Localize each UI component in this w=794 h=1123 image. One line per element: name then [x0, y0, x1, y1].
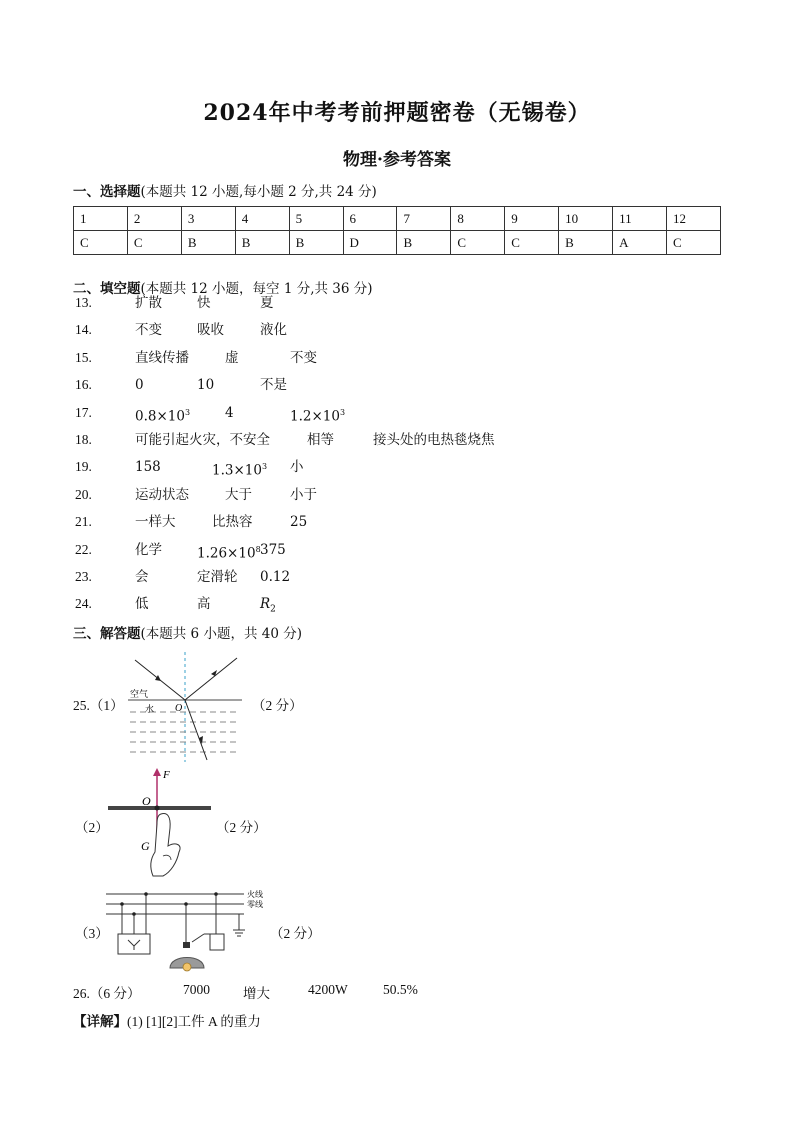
fill-answer — [135, 512, 176, 532]
fill-answer-text: 不变 — [135, 322, 162, 339]
fill-answer-text: 10 — [197, 377, 215, 394]
q26-answer-3: 4200W — [308, 982, 348, 997]
page-subtitle: 物理·参考答案 — [343, 150, 451, 170]
table-header-cell: 4 — [235, 207, 289, 231]
force-f-arrow — [153, 768, 161, 776]
fill-answer — [260, 567, 290, 587]
detail-tag: 【详解】 — [73, 1014, 127, 1029]
fill-answer — [135, 540, 162, 560]
fill-answer — [307, 430, 334, 450]
water-label: 水 — [145, 705, 155, 715]
fill-answer-text: 可能引起火灾，不安全 — [135, 432, 270, 448]
fill-answer — [212, 512, 253, 532]
lamp-socket — [183, 942, 190, 948]
table-header-cell: 3 — [181, 207, 235, 231]
live-wire-label: 火线 — [247, 890, 263, 899]
fill-answer-text: 低 — [135, 596, 149, 613]
pivot-point — [155, 806, 160, 811]
fill-answer — [290, 457, 304, 477]
switch-box — [210, 934, 224, 950]
table-answer-cell: C — [505, 231, 559, 255]
fill-answer — [290, 403, 345, 427]
fill-answer — [135, 403, 190, 427]
table-answer-cell: C — [74, 231, 128, 255]
fill-answer-text: 接头处的电热毯烧焦 — [373, 432, 495, 448]
pivot-o-label: O — [142, 794, 151, 808]
fill-answer-text: 0.8×10 — [135, 408, 185, 425]
q26-answer-4: 50.5% — [383, 982, 418, 997]
table-answer-cell: D — [343, 231, 397, 255]
fill-row-number: 21. — [75, 514, 92, 530]
light-bulb-icon — [183, 963, 191, 971]
fill-answer — [290, 485, 317, 505]
fill-answer — [135, 567, 149, 587]
fill-row-number: 20. — [75, 486, 92, 502]
table-answer-cell: B — [559, 231, 613, 255]
air-label: 空气 — [130, 690, 149, 700]
fill-answer — [197, 293, 211, 313]
fill-answer — [373, 430, 495, 450]
fill-answer — [135, 293, 162, 313]
fill-answer-text: 相等 — [307, 432, 334, 448]
table-header-cell: 2 — [127, 207, 181, 231]
fill-row-number: 17. — [75, 404, 92, 420]
refracted-ray — [185, 700, 207, 760]
superscript: 3 — [339, 407, 346, 417]
fill-answer — [290, 512, 307, 532]
table-answer-cell: B — [397, 231, 451, 255]
socket-box — [118, 934, 150, 954]
fill-answer-text: 扩散 — [135, 295, 162, 311]
table-answer-cell: B — [289, 231, 343, 255]
fill-answer-text: 快 — [197, 295, 211, 311]
fill-row-number: 19. — [75, 459, 92, 475]
fill-answer — [135, 485, 189, 505]
q25-part1-score: （2 分） — [252, 698, 303, 713]
fill-row-number: 24. — [75, 596, 92, 612]
table-header-cell: 11 — [613, 207, 667, 231]
table-answer-cell: C — [127, 231, 181, 255]
subscript: 2 — [270, 605, 276, 616]
table-answer-cell: C — [451, 231, 505, 255]
fill-answer-text: 定滑轮 — [197, 569, 238, 585]
table-answer-cell: B — [181, 231, 235, 255]
fill-answer-text: 1.2×10 — [290, 408, 340, 425]
fill-row-number: 18. — [75, 432, 92, 447]
fill-answer-text: 吸收 — [197, 322, 224, 339]
fill-answer-text: 0 — [135, 377, 144, 394]
fill-row-number: 22. — [75, 541, 92, 557]
fill-answer — [260, 320, 287, 340]
fill-answer — [260, 293, 274, 313]
fill-answer-text: 高 — [197, 596, 211, 613]
fill-row-number: 16. — [75, 377, 92, 393]
fill-row-number: 23. — [75, 569, 92, 584]
fill-answer — [197, 375, 214, 395]
table-answer-cell: A — [613, 231, 667, 255]
table-header-cell: 8 — [451, 207, 505, 231]
fill-answer-text: 25 — [290, 514, 308, 531]
superscript: 3 — [184, 407, 191, 417]
table-header-cell: 6 — [343, 207, 397, 231]
table-answer-cell: B — [235, 231, 289, 255]
fill-answer-text: 375 — [260, 541, 286, 558]
fill-answer — [135, 348, 189, 368]
fill-answer — [212, 457, 267, 481]
neutral-wire-label: 零线 — [247, 900, 263, 909]
fill-answer — [225, 485, 252, 505]
fill-answer-text: 一样大 — [135, 514, 176, 531]
point-o-label: O — [175, 703, 183, 714]
fill-answer — [135, 594, 149, 614]
superscript: 3 — [261, 462, 268, 472]
fill-answer — [197, 320, 224, 340]
fill-answer — [197, 540, 261, 564]
fill-answer — [135, 430, 270, 450]
force-f-label: F — [163, 769, 170, 781]
fill-answer-text: 夏 — [260, 295, 274, 311]
q26-answer-1: 7000 — [183, 982, 210, 997]
fill-row-number: 15. — [75, 349, 92, 365]
fill-answer-text: 大于 — [225, 486, 252, 503]
fill-answer — [260, 540, 286, 560]
finger-hand — [151, 814, 180, 876]
fill-answer-text: 比热容 — [212, 514, 253, 531]
q25-part2-score: （2 分） — [216, 820, 267, 835]
fill-answer-text: 不变 — [290, 349, 317, 366]
household-circuit-diagram — [104, 886, 269, 972]
section3-heading-line — [73, 622, 302, 642]
q25-part3-label: （3） — [75, 926, 109, 941]
table-header-cell: 1 — [74, 207, 128, 231]
reflected-ray — [185, 658, 237, 700]
table-header-cell: 10 — [559, 207, 613, 231]
fill-answer — [225, 348, 239, 368]
section1-note: (本题共 12 小题,每小题 2 分,共 24 分) — [140, 184, 377, 200]
fill-answer-text: 液化 — [260, 322, 287, 339]
finger-lever-diagram — [105, 766, 215, 878]
refraction-diagram — [125, 652, 245, 762]
fill-answer-text: 1.26×10 — [197, 545, 256, 562]
superscript: 8 — [255, 544, 261, 554]
answer-table-numbers-row — [74, 207, 721, 231]
fill-answer-text: 小于 — [290, 486, 317, 503]
table-header-cell: 12 — [666, 207, 720, 231]
section3-note: (本题共 6 小题，共 40 分) — [140, 626, 302, 642]
fill-answer-text: 会 — [135, 569, 149, 585]
section1-heading: 一、选择题 — [73, 184, 141, 200]
section2-heading: 二、填空题 — [73, 281, 141, 297]
fill-answer — [197, 567, 238, 587]
fill-answer-text: 158 — [135, 459, 161, 476]
detail-line — [73, 1010, 261, 1030]
fill-answer-text: 虚 — [225, 349, 239, 366]
fill-answer-text: 1.3×10 — [212, 462, 262, 479]
incident-arrow — [155, 675, 161, 681]
fill-answer-text: 不是 — [260, 377, 287, 394]
q25-part2-label: （2） — [75, 820, 109, 835]
q25-part1-label: 25.（1） — [73, 698, 124, 713]
section3-heading: 三、解答题 — [73, 626, 141, 642]
detail-text: (1) [1][2]工件 A 的重力 — [127, 1014, 261, 1029]
fill-answer-text: R — [260, 596, 271, 613]
fill-row-number: 13. — [75, 295, 92, 310]
fill-answer — [135, 320, 162, 340]
table-header-cell: 5 — [289, 207, 343, 231]
q26-line — [73, 982, 418, 1002]
fill-answer — [197, 594, 211, 614]
table-answer-cell: C — [666, 231, 720, 255]
fill-answer — [225, 403, 234, 423]
q25-part3-score: （2 分） — [270, 926, 321, 941]
fill-answer-text: 运动状态 — [135, 486, 189, 503]
section2-note: (本题共 12 小题，每空 1 分,共 36 分) — [140, 281, 373, 297]
fill-answer — [260, 375, 287, 395]
fill-row-number: 14. — [75, 322, 92, 338]
q26-label: 26.（6 分） — [73, 986, 141, 1001]
table-header-cell: 7 — [397, 207, 451, 231]
fill-answer-text: 4 — [225, 404, 234, 421]
fill-answer — [135, 457, 161, 477]
fill-answer — [290, 348, 317, 368]
fill-answer — [135, 375, 144, 395]
table-header-cell: 9 — [505, 207, 559, 231]
answer-table — [73, 206, 721, 255]
fill-answer-text: 化学 — [135, 541, 162, 558]
fill-answer-text: 小 — [290, 459, 304, 476]
fill-answer-text: 直线传播 — [135, 349, 189, 366]
gravity-g-label: G — [141, 839, 150, 853]
section1-heading-line — [73, 180, 377, 200]
answer-table-answers-row — [74, 231, 721, 255]
page-title: 2024年中考考前押题密卷（无锡卷） — [203, 100, 591, 126]
fill-answer — [260, 594, 276, 620]
q26-answer-2: 增大 — [243, 986, 270, 1001]
fill-answer-text: 0.12 — [260, 569, 291, 585]
